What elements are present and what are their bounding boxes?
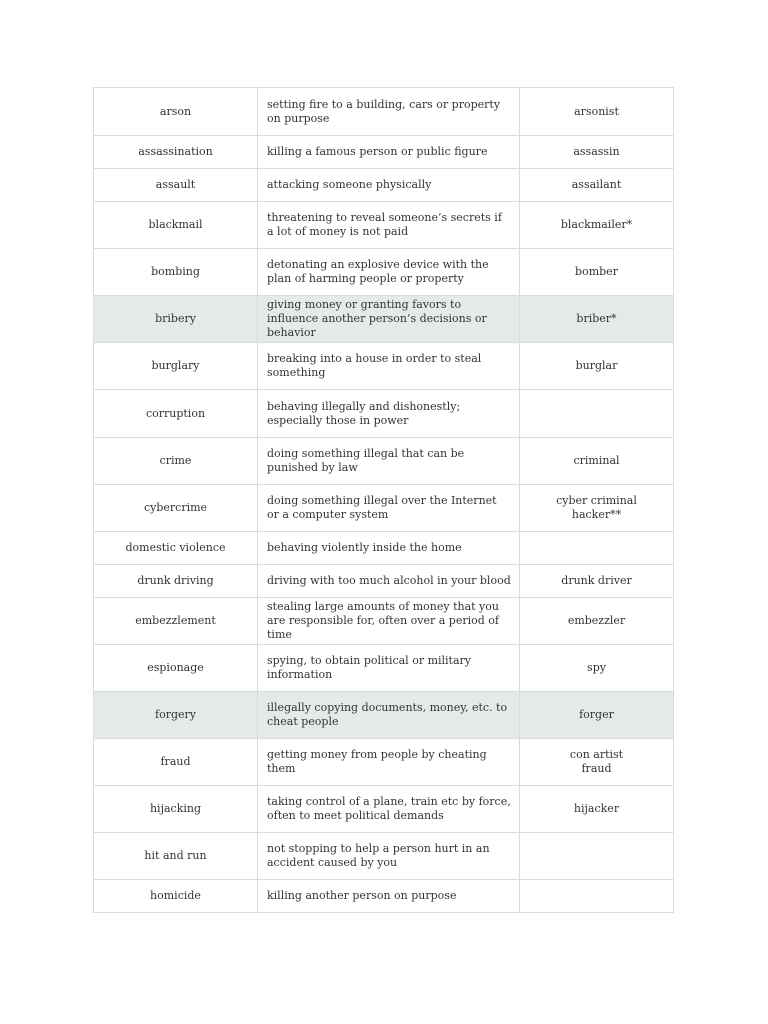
offender-cell xyxy=(520,532,674,565)
offender-cell: hijacker xyxy=(520,786,674,833)
crime-definition-cell: behaving illegally and dishonestly; especially those in power xyxy=(258,390,520,438)
crime-term-cell: hit and run xyxy=(94,833,258,880)
table-row xyxy=(94,390,674,438)
crime-term-cell: bribery xyxy=(94,296,258,343)
table-row xyxy=(94,485,674,532)
crime-definition-cell: stealing large amounts of money that you are responsible for, often over a period of time xyxy=(258,598,520,645)
crime-definition-cell: killing another person on purpose xyxy=(258,880,520,913)
crime-definition-cell: behaving violently inside the home xyxy=(258,532,520,565)
crime-term-cell: domestic violence xyxy=(94,532,258,565)
crime-term-cell: arson xyxy=(94,88,258,136)
offender-cell: assailant xyxy=(520,169,674,202)
crime-term-cell: corruption xyxy=(94,390,258,438)
crime-definition-cell: spying, to obtain political or military information xyxy=(258,645,520,692)
table-row xyxy=(94,739,674,786)
offender-cell xyxy=(520,390,674,438)
crime-definition-cell: detonating an explosive device with the plan of harming people or property xyxy=(258,249,520,296)
crime-term-cell: embezzlement xyxy=(94,598,258,645)
crime-term-cell: assassination xyxy=(94,136,258,169)
crime-definition-cell: setting fire to a building, cars or property on purpose xyxy=(258,88,520,136)
crime-definition-cell: illegally copying documents, money, etc. to cheat people xyxy=(258,692,520,739)
crime-term-cell: cybercrime xyxy=(94,485,258,532)
crime-definition-cell: threatening to reveal someone’s secrets if a lot of money is not paid xyxy=(258,202,520,249)
table-row xyxy=(94,169,674,202)
offender-cell: embezzler xyxy=(520,598,674,645)
offender-cell: briber* xyxy=(520,296,674,343)
crime-definition-cell: giving money or granting favors to influence another person’s decisions or behavior xyxy=(258,296,520,343)
table-row xyxy=(94,645,674,692)
crime-definition-cell: doing something illegal that can be punished by law xyxy=(258,438,520,485)
offender-cell xyxy=(520,880,674,913)
offender-cell: con artist fraud xyxy=(520,739,674,786)
table-row xyxy=(94,880,674,913)
table-row xyxy=(94,598,674,645)
offender-cell: cyber criminal hacker** xyxy=(520,485,674,532)
crime-definition-cell: not stopping to help a person hurt in an accident caused by you xyxy=(258,833,520,880)
table-row xyxy=(94,202,674,249)
table-row xyxy=(94,136,674,169)
table-row-highlighted xyxy=(94,296,674,343)
offender-cell: drunk driver xyxy=(520,565,674,598)
crime-term-cell: forgery xyxy=(94,692,258,739)
offender-cell: arsonist xyxy=(520,88,674,136)
offender-cell: spy xyxy=(520,645,674,692)
crime-term-cell: fraud xyxy=(94,739,258,786)
crime-term-cell: burglary xyxy=(94,343,258,390)
table-row xyxy=(94,786,674,833)
crime-definition-cell: getting money from people by cheating them xyxy=(258,739,520,786)
offender-cell: criminal xyxy=(520,438,674,485)
crime-term-cell: bombing xyxy=(94,249,258,296)
crime-definition-cell: killing a famous person or public figure xyxy=(258,136,520,169)
offender-cell xyxy=(520,833,674,880)
crime-definition-cell: attacking someone physically xyxy=(258,169,520,202)
offender-cell: burglar xyxy=(520,343,674,390)
table-row xyxy=(94,532,674,565)
crime-term-cell: hijacking xyxy=(94,786,258,833)
offender-cell: blackmailer* xyxy=(520,202,674,249)
crime-term-cell: assault xyxy=(94,169,258,202)
offender-cell: bomber xyxy=(520,249,674,296)
crime-definition-cell: breaking into a house in order to steal something xyxy=(258,343,520,390)
crime-term-cell: espionage xyxy=(94,645,258,692)
table-row-highlighted xyxy=(94,692,674,739)
table-row xyxy=(94,565,674,598)
crime-term-cell: drunk driving xyxy=(94,565,258,598)
offender-cell: assassin xyxy=(520,136,674,169)
table-row xyxy=(94,833,674,880)
crime-term-cell: blackmail xyxy=(94,202,258,249)
crime-definition-cell: driving with too much alcohol in your blood xyxy=(258,565,520,598)
crime-definition-cell: doing something illegal over the Internet or a computer system xyxy=(258,485,520,532)
crime-definition-cell: taking control of a plane, train etc by force, often to meet political demands xyxy=(258,786,520,833)
table-row xyxy=(94,343,674,390)
offender-cell: forger xyxy=(520,692,674,739)
crime-term-cell: homicide xyxy=(94,880,258,913)
table-row xyxy=(94,88,674,136)
table-row xyxy=(94,438,674,485)
table-row xyxy=(94,249,674,296)
crime-vocabulary-table xyxy=(93,87,674,913)
crime-term-cell: crime xyxy=(94,438,258,485)
